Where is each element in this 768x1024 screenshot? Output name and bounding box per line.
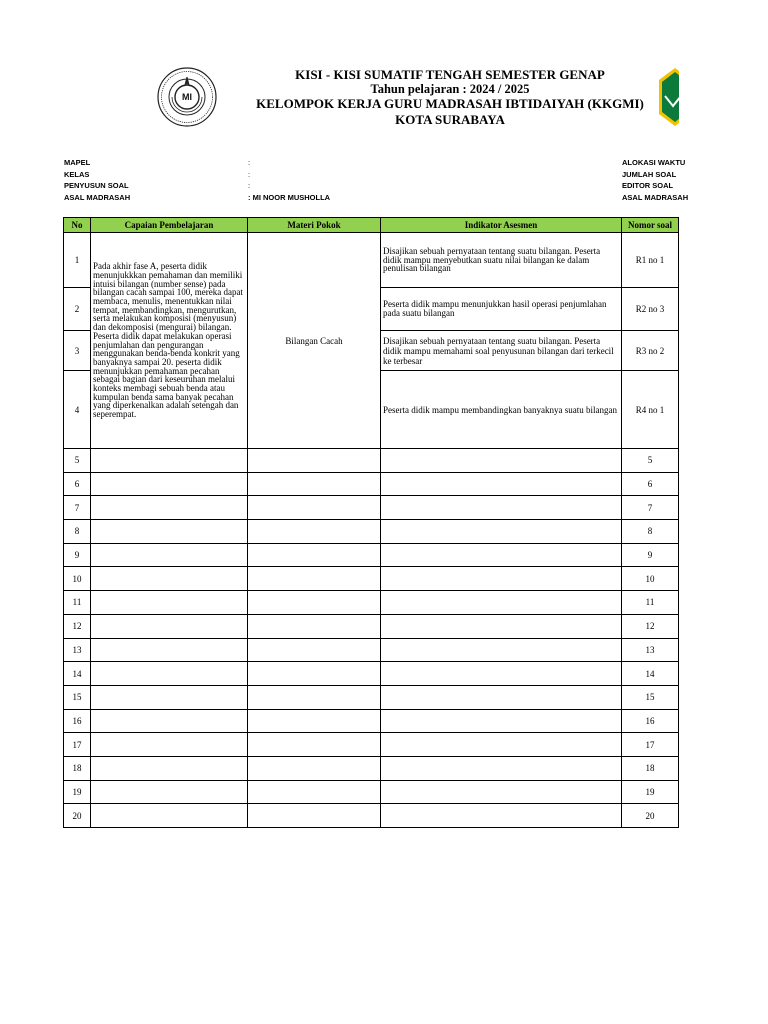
row-no: 20 <box>64 804 91 828</box>
nomor-soal: 19 <box>622 780 679 804</box>
meta-label: MAPEL <box>64 158 91 167</box>
meta-value: : <box>248 169 251 179</box>
materi-pokok-cell <box>248 685 381 709</box>
capaian-pembelajaran: Pada akhir fase A, peserta didik menunjukkkan pemahaman dan memiliki intuisi bilangan (number sense) pada bilangan cacah sampai 100, mereka dapat membaca, menulis, menentukkan nilai tempat, membandingkan, mengurutkan, serta melakukan komposisi (menyusun) dan dekomposisi (mengurai) bilangan. Peserta didik dapat melakukan operasi penjumlahan dan pengurangan menggunakan benda-benda konkrit yang banyaknya sampai 20. peserta didik menunjukkan pemahaman pecahan sebagai bagian dari keseuruhan melalui konteks membagi sebuah benda atau kumpulan benda sama banyak pecahan yang diperkenalkan adalah setengah dan seperempat. <box>91 233 248 449</box>
header-no: No <box>64 218 91 233</box>
capaian-pembelajaran-cell <box>91 449 248 473</box>
table-row <box>64 804 679 828</box>
table-row <box>64 567 679 591</box>
indikator-asesmen-cell <box>381 638 622 662</box>
nomor-soal: 16 <box>622 709 679 733</box>
materi-pokok-cell <box>248 449 381 473</box>
table-row <box>64 733 679 757</box>
row-no: 12 <box>64 614 91 638</box>
indikator-asesmen: Disajikan sebuah pernyataan tentang suatu bilangan. Peserta didik mampu memahami soal penyusunan bilangan dari terkecil ke terbesar <box>381 331 622 371</box>
capaian-pembelajaran-cell <box>91 662 248 686</box>
meta-label: PENYUSUN SOAL <box>64 181 129 190</box>
nomor-soal: R4 no 1 <box>622 371 679 449</box>
header-city: KOTA SURABAYA <box>395 112 505 127</box>
row-no: 19 <box>64 780 91 804</box>
kkgmi-logo <box>156 66 218 128</box>
row-no: 11 <box>64 591 91 615</box>
materi-pokok-cell <box>248 804 381 828</box>
table-row <box>64 614 679 638</box>
logo-text: MI <box>182 92 192 102</box>
materi-pokok-cell <box>248 756 381 780</box>
indikator-asesmen-cell <box>381 567 622 591</box>
table-row <box>64 233 679 288</box>
nomor-soal: 17 <box>622 733 679 757</box>
nomor-soal: 6 <box>622 472 679 496</box>
indikator-asesmen-cell <box>381 543 622 567</box>
capaian-pembelajaran-cell <box>91 496 248 520</box>
kisi-table <box>63 217 679 828</box>
indikator-asesmen-cell <box>381 472 622 496</box>
nomor-soal: 5 <box>622 449 679 473</box>
nomor-soal: 15 <box>622 685 679 709</box>
nomor-soal: 13 <box>622 638 679 662</box>
materi-pokok-cell <box>248 733 381 757</box>
header-nomor-soal: Nomor soal <box>622 218 679 233</box>
row-no: 18 <box>64 756 91 780</box>
indikator-asesmen-cell <box>381 756 622 780</box>
document-header <box>230 68 670 127</box>
capaian-pembelajaran-cell <box>91 804 248 828</box>
nomor-soal: 18 <box>622 756 679 780</box>
row-no: 10 <box>64 567 91 591</box>
capaian-pembelajaran-cell <box>91 733 248 757</box>
materi-pokok-cell <box>248 591 381 615</box>
table-row <box>64 543 679 567</box>
capaian-pembelajaran-cell <box>91 567 248 591</box>
table-header-row <box>64 218 679 233</box>
indikator-asesmen: Peserta didik mampu menunjukkan hasil operasi penjumlahan pada suatu bilangan <box>381 288 622 331</box>
nomor-soal: 11 <box>622 591 679 615</box>
indikator-asesmen-cell <box>381 496 622 520</box>
row-no: 13 <box>64 638 91 662</box>
materi-pokok-cell <box>248 520 381 544</box>
capaian-pembelajaran-cell <box>91 756 248 780</box>
row-no: 16 <box>64 709 91 733</box>
table-row <box>64 638 679 662</box>
indikator-asesmen-cell <box>381 685 622 709</box>
row-no: 1 <box>64 233 91 288</box>
materi-pokok-cell <box>248 543 381 567</box>
capaian-pembelajaran-cell <box>91 520 248 544</box>
capaian-pembelajaran-cell <box>91 685 248 709</box>
indikator-asesmen-cell <box>381 780 622 804</box>
table-row <box>64 472 679 496</box>
materi-pokok-cell <box>248 662 381 686</box>
row-no: 17 <box>64 733 91 757</box>
header-indikator: Indikator Asesmen <box>381 218 622 233</box>
table-row <box>64 780 679 804</box>
row-no: 6 <box>64 472 91 496</box>
materi-pokok-cell <box>248 780 381 804</box>
header-organization: KELOMPOK KERJA GURU MADRASAH IBTIDAIYAH (KKGMI) <box>256 96 644 111</box>
materi-pokok-cell <box>248 472 381 496</box>
nomor-soal: 14 <box>622 662 679 686</box>
materi-pokok-cell <box>248 567 381 591</box>
meta-label: EDITOR SOAL <box>622 181 674 190</box>
row-no: 14 <box>64 662 91 686</box>
table-row <box>64 685 679 709</box>
row-no: 2 <box>64 288 91 331</box>
capaian-pembelajaran-cell <box>91 709 248 733</box>
nomor-soal: 9 <box>622 543 679 567</box>
materi-pokok-cell <box>248 638 381 662</box>
capaian-pembelajaran-cell <box>91 472 248 496</box>
table-row <box>64 449 679 473</box>
nomor-soal: 8 <box>622 520 679 544</box>
empty-rows <box>64 449 679 828</box>
indikator-asesmen-cell <box>381 591 622 615</box>
row-no: 7 <box>64 496 91 520</box>
nomor-soal: 10 <box>622 567 679 591</box>
header-capaian: Capaian Pembelajaran <box>91 218 248 233</box>
table-row <box>64 709 679 733</box>
indikator-asesmen-cell <box>381 449 622 473</box>
capaian-pembelajaran-cell <box>91 543 248 567</box>
nomor-soal: 12 <box>622 614 679 638</box>
nomor-soal: R1 no 1 <box>622 233 679 288</box>
row-no: 3 <box>64 331 91 371</box>
meta-value: : <box>248 158 251 167</box>
nomor-soal: 20 <box>622 804 679 828</box>
row-no: 5 <box>64 449 91 473</box>
capaian-pembelajaran-cell <box>91 591 248 615</box>
meta-label: KELAS <box>64 169 90 179</box>
meta-value: : <box>248 181 251 190</box>
nomor-soal: R3 no 2 <box>622 331 679 371</box>
meta-label: ALOKASI WAKTU <box>622 158 686 167</box>
table-row <box>64 591 679 615</box>
meta-label: ASAL MADRASAH <box>622 192 689 202</box>
indikator-asesmen-cell <box>381 662 622 686</box>
indikator-asesmen-cell <box>381 804 622 828</box>
capaian-pembelajaran-cell <box>91 614 248 638</box>
row-no: 4 <box>64 371 91 449</box>
meta-label: ASAL MADRASAH <box>64 192 131 202</box>
capaian-pembelajaran-cell <box>91 638 248 662</box>
indikator-asesmen: Disajikan sebuah pernyataan tentang suatu bilangan. Peserta didik mampu menyebutkan suatu nilai bilangan ke dalam penulisan bilangan <box>381 233 622 288</box>
table-row <box>64 662 679 686</box>
indikator-asesmen-cell <box>381 520 622 544</box>
materi-pokok-cell <box>248 496 381 520</box>
table-row <box>64 496 679 520</box>
materi-pokok: Bilangan Cacah <box>248 233 381 449</box>
meta-labels-left <box>64 157 130 203</box>
header-materi: Materi Pokok <box>248 218 381 233</box>
table-row <box>64 756 679 780</box>
table-row <box>64 520 679 544</box>
meta-label: JUMLAH SOAL <box>622 169 677 179</box>
row-no: 15 <box>64 685 91 709</box>
indikator-asesmen-cell <box>381 614 622 638</box>
indikator-asesmen-cell <box>381 709 622 733</box>
materi-pokok-cell <box>248 614 381 638</box>
indikator-asesmen: Peserta didik mampu membandingkan banyaknya suatu bilangan <box>381 371 622 449</box>
row-no: 9 <box>64 543 91 567</box>
materi-pokok-cell <box>248 709 381 733</box>
header-year: Tahun pelajaran : 2024 / 2025 <box>370 82 530 96</box>
capaian-pembelajaran-cell <box>91 780 248 804</box>
meta-labels-right <box>622 157 768 203</box>
meta-value-madrasah: : MI NOOR MUSHOLLA <box>248 192 331 202</box>
nomor-soal: 7 <box>622 496 679 520</box>
meta-values <box>248 157 330 203</box>
row-no: 8 <box>64 520 91 544</box>
nomor-soal: R2 no 3 <box>622 288 679 331</box>
header-title: KISI - KISI SUMATIF TENGAH SEMESTER GENAP <box>295 67 605 82</box>
indikator-asesmen-cell <box>381 733 622 757</box>
